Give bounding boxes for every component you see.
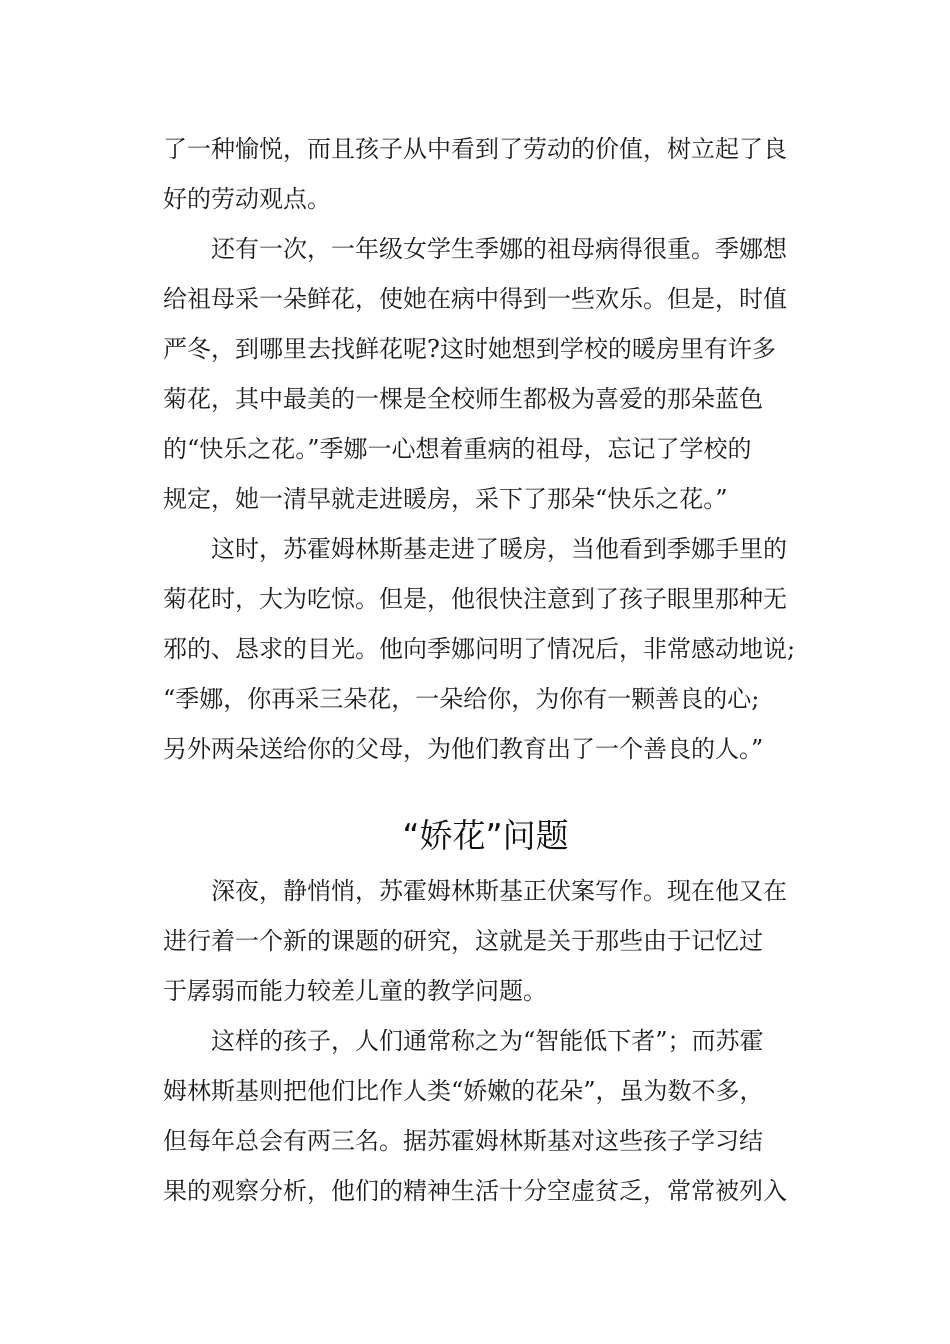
text-line: 的“快乐之花。”季娜一心想着重病的祖母，忘记了学校的 (163, 435, 752, 463)
paragraph-3 (163, 524, 808, 774)
text-line: 进行着一个新的课题的研究，这就是关于那些由于记忆过 (163, 927, 763, 955)
paragraph-2 (163, 224, 808, 524)
text-line: 姆林斯基则把他们比作人类“娇嫩的花朵”，虽为数不多， (163, 1077, 764, 1105)
text-line: 了一种愉悦，而且孩子从中看到了劳动的价值，树立起了良 (163, 135, 787, 163)
paragraph-4 (163, 866, 808, 1016)
text-line: 果的观察分析，他们的精神生活十分空虚贫乏，常常被列入 (163, 1177, 787, 1205)
text-line: 邪的、恳求的目光。他向季娜问明了情况后，非常感动地说; (163, 635, 796, 663)
text-line: 还有一次，一年级女学生季娜的祖母病得很重。季娜想 (211, 235, 787, 263)
text-line: 菊花时，大为吃惊。但是，他很快注意到了孩子眼里那种无 (163, 585, 787, 613)
text-line: 这样的孩子，人们通常称之为“智能低下者”；而苏霍 (211, 1027, 764, 1055)
text-line: 规定，她一清早就走进暖房，采下了那朵“快乐之花。” (163, 485, 728, 513)
text-line: 深夜，静悄悄，苏霍姆林斯基正伏案写作。现在他又在 (211, 877, 787, 905)
text-line: 给祖母采一朵鲜花，使她在病中得到一些欢乐。但是，时值 (163, 285, 787, 313)
text-line: 但每年总会有两三名。据苏霍姆林斯基对这些孩子学习结 (163, 1127, 763, 1155)
text-line: “季娜，你再采三朵花，一朵给你，为你有一颗善良的心; (163, 685, 760, 713)
text-line: 好的劳动观点。 (163, 185, 331, 213)
paragraph-5 (163, 1016, 808, 1216)
text-line: 严冬，到哪里去找鲜花呢?这时她想到学校的暖房里有许多 (163, 335, 776, 363)
text-line: 另外两朵送给你的父母，为他们教育出了一个善良的人。” (163, 735, 764, 763)
text-line: 这时，苏霍姆林斯基走进了暖房，当他看到季娜手里的 (211, 535, 787, 563)
text-line: 于孱弱而能力较差儿童的教学问题。 (163, 977, 547, 1005)
paragraph-1 (163, 124, 808, 224)
text-line: 菊花，其中最美的一棵是全校师生都极为喜爱的那朵蓝色 (163, 385, 763, 413)
document-page (163, 124, 808, 1216)
section-title: “娇花”问题 (402, 816, 569, 855)
